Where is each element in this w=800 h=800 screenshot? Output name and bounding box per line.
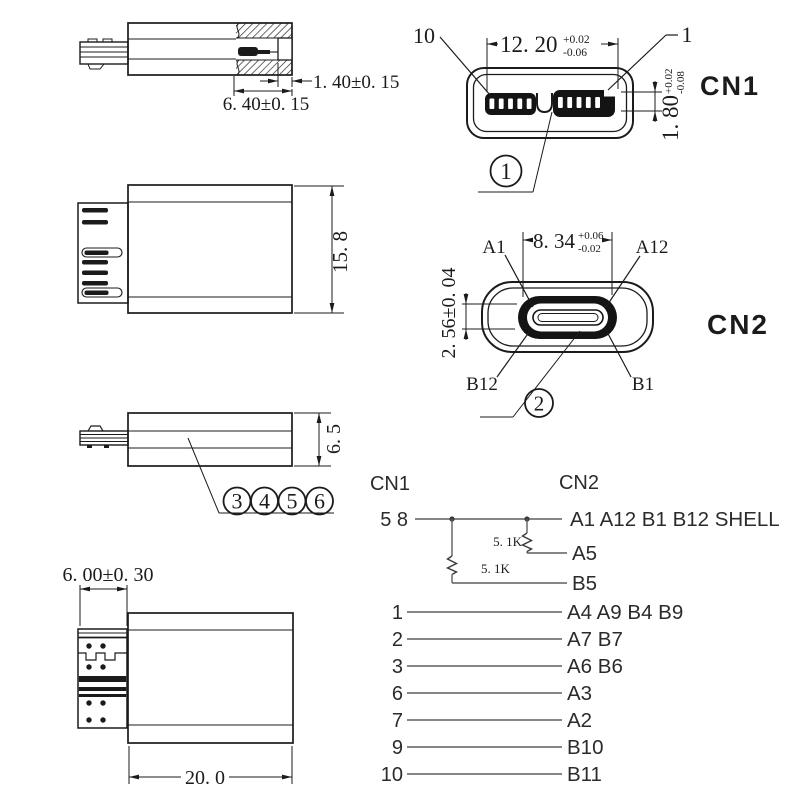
- spring-hole: [100, 664, 105, 669]
- resistor-symbol: [523, 533, 532, 552]
- arrowhead: [523, 238, 533, 243]
- arrowhead: [268, 79, 278, 84]
- plug-slot: [82, 208, 108, 213]
- resistor-symbol: [448, 556, 457, 575]
- plug-slot: [82, 220, 108, 225]
- arrowhead: [129, 775, 139, 780]
- view-side-section: [80, 23, 399, 115]
- adapter-body-outline: [128, 185, 292, 313]
- wiring-row: [381, 763, 602, 786]
- pin-slot: [586, 97, 591, 108]
- cn2-b1-label: B1: [631, 374, 655, 395]
- wiring-row: [392, 655, 623, 678]
- plug-latch-bump: [103, 39, 112, 42]
- wiring-cn2-pins: B5: [572, 572, 598, 595]
- dim-body-height: [294, 186, 352, 313]
- callout-leader: [188, 438, 219, 513]
- dim-height-text: 15. 8: [328, 231, 352, 273]
- wiring-row: [392, 601, 683, 624]
- arrowhead: [608, 42, 618, 47]
- micro-usb-plug-bottom: [78, 629, 127, 728]
- spring-hole: [100, 717, 105, 722]
- arrowhead: [464, 294, 469, 304]
- cn2-a12-label: A12: [635, 237, 669, 258]
- wiring-row: [392, 709, 592, 732]
- dim-depth-text: 6. 40±0. 15: [222, 94, 310, 115]
- svg-text:4: 4: [259, 488, 270, 514]
- arrowhead: [317, 413, 322, 423]
- pin-slot: [567, 97, 572, 108]
- cn1-height-text: 1. 80: [658, 95, 683, 141]
- cn2-width-text: 8. 34: [533, 229, 575, 253]
- wiring-cn1-pin: 5 8: [380, 509, 408, 531]
- arrowhead: [282, 89, 292, 94]
- spring-hole: [100, 700, 105, 705]
- cn1-width-tol-upper: +0.02: [563, 34, 590, 46]
- plug-latch-bump: [88, 426, 103, 431]
- dim-thickness-text: 6. 5: [323, 424, 345, 454]
- arrowhead: [117, 587, 127, 592]
- wiring-cn2-pins: A5: [572, 542, 598, 565]
- castellation: [78, 653, 127, 660]
- arrowhead: [653, 82, 658, 92]
- svg-text:5: 5: [286, 488, 298, 514]
- svg-text:A2: A2: [567, 709, 593, 732]
- plug-bottom-tab: [88, 64, 104, 69]
- resistor-a5-value: 5. 1K: [493, 534, 522, 549]
- svg-text:A4 A9 B4 B9: A4 A9 B4 B9: [567, 601, 684, 624]
- cn1-callout: [478, 112, 552, 192]
- svg-text:A6 B6: A6 B6: [567, 655, 623, 678]
- receptacle-tongue-section: [238, 47, 278, 56]
- wiring-cn2-pins: A1 A12 B1 B12 SHELL: [570, 508, 780, 531]
- parts-callout-group: [188, 438, 334, 515]
- cn1-pin10-label: 10: [413, 23, 435, 48]
- arrowhead: [602, 238, 612, 243]
- leader-line: [608, 35, 666, 90]
- plug-slot: [82, 271, 108, 276]
- dim-plug-width-text: 6. 00±0. 30: [62, 564, 154, 586]
- dim-body-width: [129, 746, 292, 789]
- cn2-receptacle: [518, 296, 617, 339]
- end-wall: [278, 38, 292, 60]
- arrowhead: [80, 587, 90, 592]
- dim-cn2-width: [523, 229, 612, 297]
- arrowhead: [292, 79, 302, 84]
- pin-slot: [595, 97, 600, 108]
- spring-hole: [86, 643, 91, 648]
- dim-plug-width: [63, 564, 154, 626]
- wiring-cn2-header: CN2: [558, 472, 600, 494]
- svg-text:6: 6: [314, 488, 325, 514]
- pin1-notch: [604, 90, 615, 97]
- pin-slot: [517, 99, 522, 110]
- cn1-view: [413, 22, 760, 192]
- cn1-height-tol-lower: -0.08: [675, 71, 687, 94]
- cn2-b12-label: B12: [466, 374, 498, 395]
- micro-usb-plug-front: [78, 203, 128, 303]
- wiring-row: [392, 736, 604, 759]
- callout-leader: [513, 331, 580, 417]
- cn1-height-tol-upper: +0.02: [663, 68, 675, 94]
- cn1-width-tol-lower: -0.06: [563, 47, 587, 59]
- svg-text:A3: A3: [567, 682, 593, 705]
- svg-text:2: 2: [533, 391, 545, 416]
- cn2-a1-label: A1: [482, 237, 506, 258]
- view-bottom: [63, 564, 293, 789]
- wiring-row: [392, 682, 592, 705]
- svg-text:1: 1: [500, 159, 512, 184]
- plug-outline: [80, 42, 128, 64]
- svg-text:A7 B7: A7 B7: [567, 628, 623, 651]
- view-front: [78, 185, 352, 313]
- spring-hole: [100, 643, 105, 648]
- pin-slot: [508, 99, 513, 110]
- cn2-width-tol-lower: -0.02: [578, 243, 601, 255]
- arrowhead: [317, 456, 322, 466]
- arrowhead: [330, 303, 335, 313]
- svg-text:3: 3: [231, 488, 243, 514]
- pin-slot: [577, 97, 582, 108]
- view-side: [80, 413, 345, 515]
- svg-text:6: 6: [391, 683, 403, 705]
- svg-text:9: 9: [391, 737, 403, 759]
- crimp-band: [79, 676, 126, 682]
- svg-text:3: 3: [391, 656, 403, 678]
- plug-latch-bump: [88, 39, 97, 42]
- micro-usb-plug-side2: [80, 426, 128, 448]
- center-notch: [537, 93, 552, 112]
- resistor-b5-value: 5. 1K: [481, 561, 510, 576]
- adapter-body-outline: [128, 413, 292, 466]
- cn2-tongue: [533, 310, 603, 325]
- dim-cn1-width: [487, 32, 618, 91]
- svg-text:2: 2: [391, 629, 403, 651]
- svg-text:7: 7: [391, 710, 403, 732]
- crimp-band: [79, 687, 126, 691]
- dim-body-thickness: [294, 413, 345, 466]
- wiring-shell-row: [380, 508, 780, 531]
- cn1-title: CN1: [699, 71, 761, 101]
- cn1-openings: [485, 90, 615, 117]
- micro-usb-plug-side: [80, 39, 128, 69]
- cn2-width-tol-upper: +0.06: [578, 230, 604, 242]
- wiring-row: [392, 628, 623, 651]
- wiring-cn1-header: CN1: [369, 473, 411, 495]
- cn2-view: [438, 229, 769, 417]
- plug-slot: [82, 260, 108, 265]
- plug-slot: [82, 281, 108, 286]
- pin-slot: [499, 99, 504, 110]
- pin-slot: [527, 99, 532, 110]
- arrowhead: [464, 329, 469, 339]
- arrowhead: [487, 42, 497, 47]
- dim-body-width-text: 20. 0: [185, 767, 225, 789]
- spring-hole: [86, 664, 91, 669]
- wiring-diagram: [370, 472, 780, 786]
- crimp-band: [79, 694, 126, 697]
- cn1-width-text: 12. 20: [500, 32, 558, 57]
- pin-slot: [558, 97, 563, 108]
- callout-leader: [533, 112, 552, 192]
- spring-hole: [86, 700, 91, 705]
- spring-hole: [86, 717, 91, 722]
- cn2-title: CN2: [706, 309, 770, 340]
- svg-text:B10: B10: [567, 736, 604, 759]
- cn2-height-text: 2. 56±0. 04: [438, 267, 460, 359]
- svg-text:B11: B11: [567, 763, 602, 786]
- adapter-body-outline: [128, 613, 293, 743]
- svg-text:10: 10: [380, 764, 403, 786]
- arrowhead: [282, 775, 292, 780]
- dim-wall-text: 1. 40±0. 15: [313, 72, 400, 93]
- pin-slot: [490, 99, 495, 110]
- leader-line: [440, 37, 490, 95]
- svg-text:1: 1: [391, 602, 403, 624]
- arrowhead: [234, 89, 244, 94]
- cn1-pin1-label: 1: [681, 22, 693, 47]
- arrowhead: [653, 111, 658, 121]
- arrowhead: [330, 186, 335, 196]
